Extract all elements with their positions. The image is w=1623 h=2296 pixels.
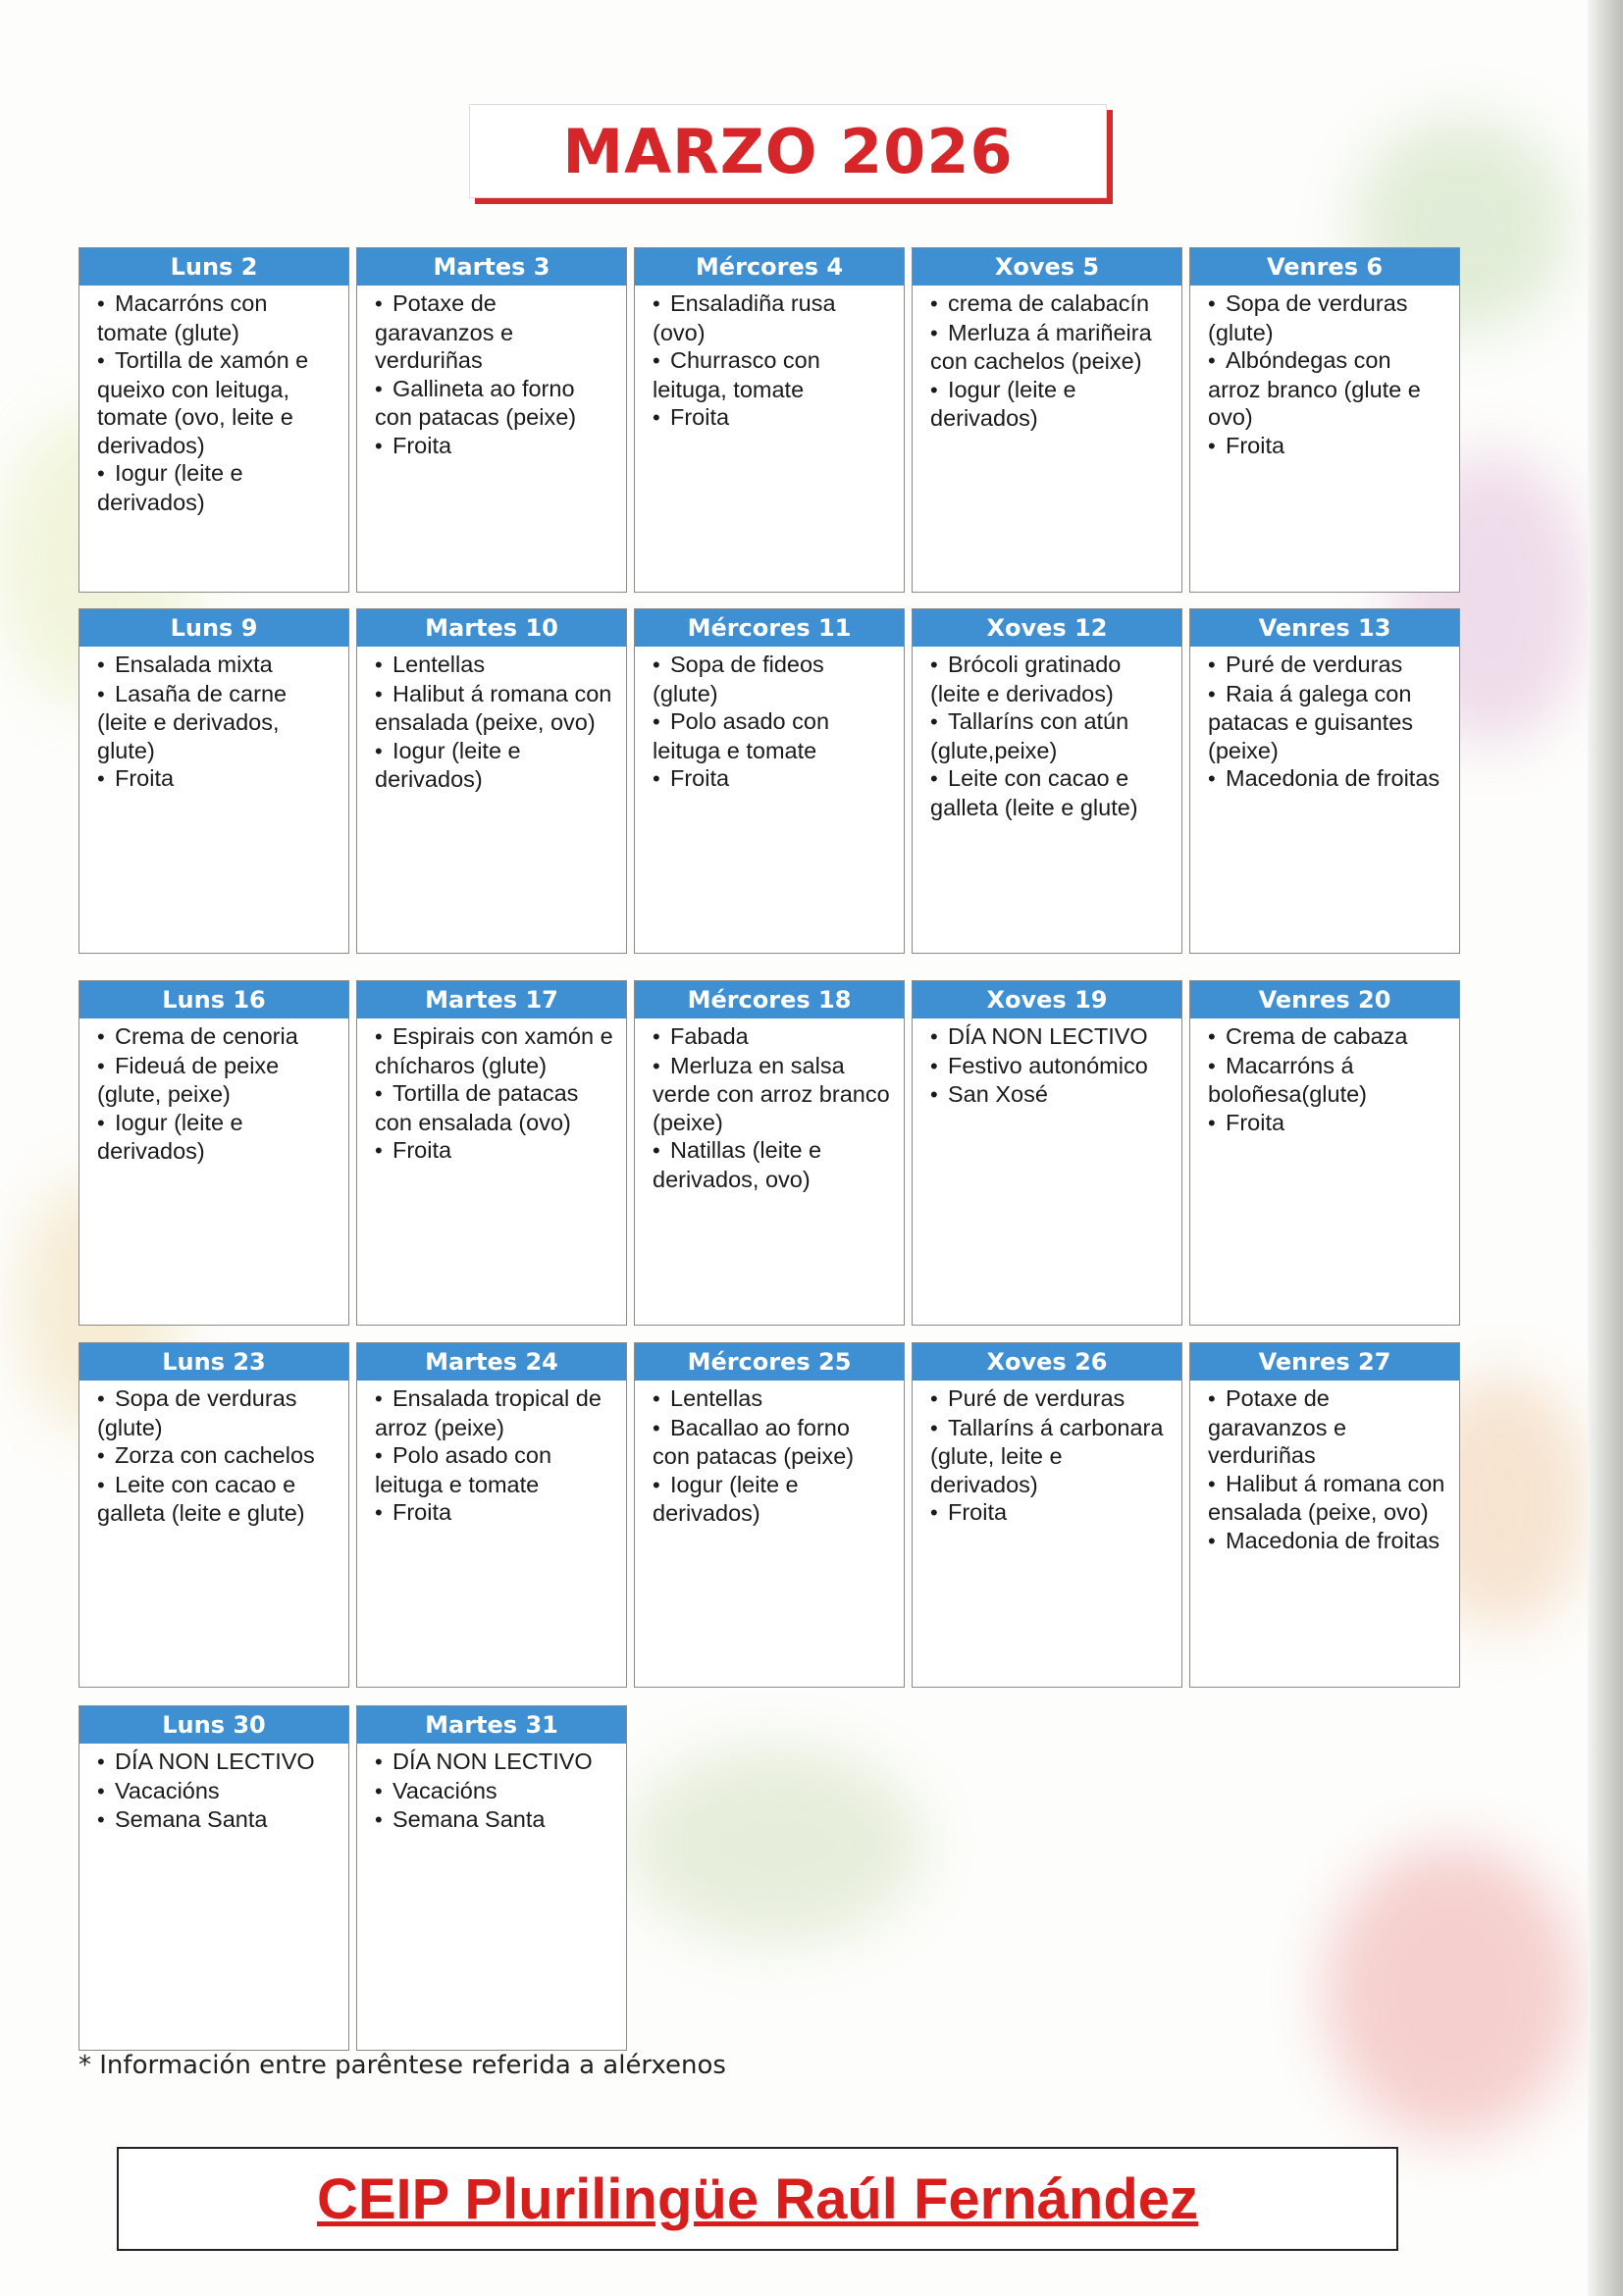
- menu-item-text: Tallaríns á carbonara (glute, leite e derivados): [930, 1414, 1164, 1497]
- menu-item: [930, 319, 1170, 376]
- menu-item: [930, 1498, 1170, 1528]
- day-card: [912, 1342, 1182, 1688]
- menu-item: [930, 707, 1170, 764]
- menu-list: [79, 1018, 348, 1166]
- menu-item: [1208, 1470, 1447, 1527]
- menu-item: [97, 1805, 337, 1835]
- menu-item-text: Crema de cenoria: [115, 1023, 298, 1049]
- allergen-footnote: * Información entre parêntese referida a alérxenos: [79, 2051, 726, 2080]
- menu-list: [1190, 286, 1459, 460]
- menu-item-text: Ensaladiña rusa (ovo): [653, 290, 836, 345]
- menu-item-text: San Xosé: [948, 1081, 1048, 1107]
- menu-item-text: Macedonia de froitas: [1226, 1527, 1440, 1553]
- day-card: [634, 980, 905, 1326]
- menu-item: [930, 764, 1170, 821]
- menu-item: [375, 1079, 614, 1136]
- menu-item: [1208, 651, 1447, 680]
- menu-item-text: Semana Santa: [393, 1806, 546, 1832]
- menu-item-text: crema de calabacín: [948, 290, 1150, 316]
- menu-list: [79, 1381, 348, 1528]
- menu-item: [1208, 680, 1447, 765]
- menu-item-text: Froita: [115, 765, 175, 791]
- menu-item-text: Gallineta ao forno con patacas (peixe): [375, 375, 577, 430]
- menu-item-text: Merluza á mariñeira con cachelos (peixe): [930, 319, 1152, 374]
- school-banner: [117, 2147, 1398, 2251]
- menu-item-text: Halibut á romana con ensalada (peixe, ovo): [375, 680, 612, 735]
- day-card: [634, 608, 905, 954]
- menu-item-text: Macarróns á boloñesa(glute): [1208, 1052, 1367, 1107]
- menu-item-text: Sopa de fideos (glute): [653, 652, 824, 706]
- menu-list: [913, 286, 1181, 433]
- day-card: [1189, 608, 1460, 954]
- menu-item: [653, 403, 892, 433]
- day-header: Luns 16: [79, 981, 348, 1018]
- day-header: Martes 24: [357, 1343, 626, 1381]
- menu-item-text: Vacacións: [115, 1777, 220, 1803]
- menu-item-text: Zorza con cachelos: [115, 1442, 315, 1468]
- menu-item: [97, 1777, 337, 1806]
- menu-item-text: Lentellas: [393, 652, 486, 677]
- day-card: [79, 247, 349, 593]
- menu-item-text: Macarróns con tomate (glute): [97, 290, 268, 345]
- menu-item-text: Froita: [1226, 1109, 1285, 1135]
- menu-item: [375, 680, 614, 737]
- menu-item-text: Brócoli gratinado (leite e derivados): [930, 652, 1122, 706]
- menu-item-text: Froita: [393, 1499, 452, 1525]
- menu-item: [97, 651, 337, 680]
- school-name: CEIP Plurilingüe Raúl Fernández: [316, 2166, 1199, 2231]
- menu-item-text: Vacacións: [393, 1777, 497, 1803]
- menu-item: [97, 1748, 337, 1777]
- day-card: [79, 980, 349, 1326]
- day-card: [634, 247, 905, 593]
- menu-list: [79, 1744, 348, 1835]
- menu-item: [653, 651, 892, 707]
- day-card: [1189, 980, 1460, 1326]
- menu-item: [653, 1022, 892, 1052]
- menu-item: [930, 376, 1170, 433]
- menu-item: [375, 1748, 614, 1777]
- menu-item-text: Froita: [948, 1499, 1008, 1525]
- menu-item-text: DÍA NON LECTIVO: [115, 1748, 315, 1774]
- menu-item-text: Froita: [1226, 432, 1285, 458]
- menu-item: [97, 1471, 337, 1528]
- menu-item-text: DÍA NON LECTIVO: [393, 1748, 593, 1774]
- day-card: [356, 1342, 627, 1688]
- menu-item-text: Iogur (leite e derivados): [653, 1471, 799, 1526]
- page-title: MARZO 2026: [562, 115, 1014, 187]
- menu-list: [357, 647, 626, 794]
- menu-item: [97, 1052, 337, 1109]
- menu-item: [1208, 1527, 1447, 1556]
- menu-item: [930, 1080, 1170, 1110]
- menu-item-text: Merluza en salsa verde con arroz branco (peixe): [653, 1052, 890, 1135]
- menu-item: [653, 1384, 892, 1414]
- menu-list: [357, 1381, 626, 1528]
- menu-item-text: Froita: [670, 404, 730, 430]
- day-card: [1189, 1342, 1460, 1688]
- menu-item-text: Puré de verduras: [1226, 652, 1403, 677]
- menu-item-text: Polo asado con leituga e tomate: [653, 708, 830, 763]
- menu-item-text: Potaxe de garavanzos e verduriñas: [1208, 1385, 1347, 1468]
- day-header: Mércores 4: [635, 248, 904, 286]
- menu-item-text: Leite con cacao e galleta (leite e glute): [930, 765, 1138, 820]
- day-card: [79, 1342, 349, 1688]
- menu-item-text: Macedonia de froitas: [1226, 765, 1440, 791]
- day-card: [912, 247, 1182, 593]
- menu-item-text: Festivo autonómico: [948, 1052, 1148, 1078]
- menu-item-text: Froita: [670, 765, 730, 791]
- menu-item: [1208, 346, 1447, 432]
- menu-item: [375, 375, 614, 432]
- day-header: Xoves 26: [913, 1343, 1181, 1381]
- menu-list: [913, 1381, 1181, 1528]
- menu-item: [930, 1414, 1170, 1499]
- menu-item-text: Ensalada tropical de arroz (peixe): [375, 1385, 602, 1440]
- menu-item-text: Lentellas: [670, 1385, 763, 1411]
- menu-item: [653, 1136, 892, 1193]
- menu-item-text: Raia á galega con patacas e guisantes (peixe): [1208, 680, 1414, 763]
- menu-item-text: Polo asado con leituga e tomate: [375, 1442, 552, 1497]
- menu-item: [375, 651, 614, 680]
- menu-item: [375, 1136, 614, 1166]
- menu-item-text: Natillas (leite e derivados, ovo): [653, 1137, 822, 1192]
- menu-item: [375, 1777, 614, 1806]
- menu-item-text: Leite con cacao e galleta (leite e glute): [97, 1471, 305, 1526]
- menu-item: [1208, 1052, 1447, 1109]
- menu-item: [653, 1471, 892, 1528]
- menu-list: [1190, 1018, 1459, 1137]
- menu-item: [375, 1441, 614, 1498]
- menu-item: [375, 1498, 614, 1528]
- menu-item: [653, 346, 892, 403]
- menu-item-text: Halibut á romana con ensalada (peixe, ovo): [1208, 1470, 1445, 1525]
- day-header: Luns 30: [79, 1706, 348, 1744]
- menu-item: [97, 459, 337, 516]
- menu-list: [79, 647, 348, 794]
- menu-item-text: Albóndegas con arroz branco (glute e ovo): [1208, 347, 1421, 430]
- day-header: Luns 2: [79, 248, 348, 286]
- day-header: Martes 31: [357, 1706, 626, 1744]
- menu-item-text: Sopa de verduras (glute): [97, 1385, 297, 1440]
- day-header: Xoves 12: [913, 609, 1181, 647]
- menu-item: [97, 1022, 337, 1052]
- menu-list: [635, 647, 904, 794]
- menu-item: [375, 1805, 614, 1835]
- menu-list: [357, 1018, 626, 1166]
- menu-list: [1190, 1381, 1459, 1555]
- menu-item: [1208, 1022, 1447, 1052]
- menu-item-text: Fabada: [670, 1023, 749, 1049]
- day-header: Xoves 19: [913, 981, 1181, 1018]
- menu-item: [653, 1052, 892, 1137]
- menu-item-text: Iogur (leite e derivados): [97, 1109, 243, 1164]
- day-header: Venres 6: [1190, 248, 1459, 286]
- day-card: [356, 980, 627, 1326]
- menu-list: [635, 1018, 904, 1193]
- menu-item-text: Iogur (leite e derivados): [97, 460, 243, 515]
- day-card: [912, 980, 1182, 1326]
- menu-item: [375, 432, 614, 461]
- menu-list: [635, 286, 904, 433]
- menu-item-text: Tortilla de patacas con ensalada (ovo): [375, 1080, 579, 1135]
- menu-item-text: Tortilla de xamón e queixo con leituga, tomate (ovo, leite e derivados): [97, 347, 309, 458]
- menu-item: [930, 289, 1170, 319]
- menu-item-text: Tallaríns con atún (glute,peixe): [930, 708, 1129, 763]
- day-card: [79, 1705, 349, 2051]
- day-header: Luns 23: [79, 1343, 348, 1381]
- menu-item-text: Ensalada mixta: [115, 652, 273, 677]
- menu-item-text: DÍA NON LECTIVO: [948, 1023, 1148, 1049]
- menu-item-text: Bacallao ao forno con patacas (peixe): [653, 1414, 855, 1469]
- menu-item: [653, 1414, 892, 1471]
- menu-item: [930, 1052, 1170, 1081]
- day-header: Venres 27: [1190, 1343, 1459, 1381]
- menu-item-text: Potaxe de garavanzos e verduriñas: [375, 290, 514, 373]
- menu-item: [930, 1384, 1170, 1414]
- menu-item: [97, 289, 337, 346]
- menu-item: [97, 1384, 337, 1441]
- day-header: Venres 20: [1190, 981, 1459, 1018]
- day-card: [79, 608, 349, 954]
- menu-item: [930, 651, 1170, 707]
- day-card: [1189, 247, 1460, 593]
- day-header: Luns 9: [79, 609, 348, 647]
- menu-item-text: Lasaña de carne (leite e derivados, glute): [97, 680, 288, 763]
- menu-item-text: Iogur (leite e derivados): [930, 376, 1076, 431]
- menu-item: [930, 1022, 1170, 1052]
- day-header: Mércores 25: [635, 1343, 904, 1381]
- menu-item: [97, 680, 337, 765]
- day-card: [356, 1705, 627, 2051]
- day-header: Martes 10: [357, 609, 626, 647]
- day-card: [634, 1342, 905, 1688]
- menu-item: [653, 707, 892, 764]
- menu-item-text: Iogur (leite e derivados): [375, 737, 521, 792]
- day-card: [356, 247, 627, 593]
- day-header: Mércores 18: [635, 981, 904, 1018]
- menu-item: [1208, 764, 1447, 794]
- menu-item-text: Fideuá de peixe (glute, peixe): [97, 1052, 280, 1107]
- menu-item: [1208, 289, 1447, 346]
- day-header: Martes 17: [357, 981, 626, 1018]
- menu-item-text: Froita: [393, 1137, 452, 1163]
- menu-list: [357, 286, 626, 460]
- menu-item-text: Semana Santa: [115, 1806, 268, 1832]
- menu-item-text: Froita: [393, 432, 452, 458]
- menu-list: [913, 1018, 1181, 1110]
- menu-item-text: Churrasco con leituga, tomate: [653, 347, 820, 402]
- menu-item-text: Puré de verduras: [948, 1385, 1126, 1411]
- day-header: Martes 3: [357, 248, 626, 286]
- menu-item: [1208, 432, 1447, 461]
- day-card: [912, 608, 1182, 954]
- menu-item: [653, 289, 892, 346]
- menu-item: [1208, 1109, 1447, 1138]
- title-banner: [469, 104, 1107, 198]
- menu-item-text: Sopa de verduras (glute): [1208, 290, 1408, 345]
- menu-list: [913, 647, 1181, 821]
- menu-item: [97, 1441, 337, 1471]
- menu-item: [97, 1109, 337, 1166]
- menu-list: [357, 1744, 626, 1835]
- menu-item-text: Crema de cabaza: [1226, 1023, 1408, 1049]
- menu-item: [375, 289, 614, 375]
- day-header: Venres 13: [1190, 609, 1459, 647]
- menu-list: [1190, 647, 1459, 794]
- menu-list: [635, 1381, 904, 1528]
- menu-item: [1208, 1384, 1447, 1470]
- menu-item: [375, 1022, 614, 1079]
- menu-item: [97, 346, 337, 459]
- menu-item: [375, 1384, 614, 1441]
- day-header: Mércores 11: [635, 609, 904, 647]
- menu-item: [653, 764, 892, 794]
- menu-list: [79, 286, 348, 516]
- menu-item: [375, 737, 614, 794]
- day-card: [356, 608, 627, 954]
- menu-item-text: Espirais con xamón e chícharos (glute): [375, 1023, 613, 1078]
- menu-item: [97, 764, 337, 794]
- day-header: Xoves 5: [913, 248, 1181, 286]
